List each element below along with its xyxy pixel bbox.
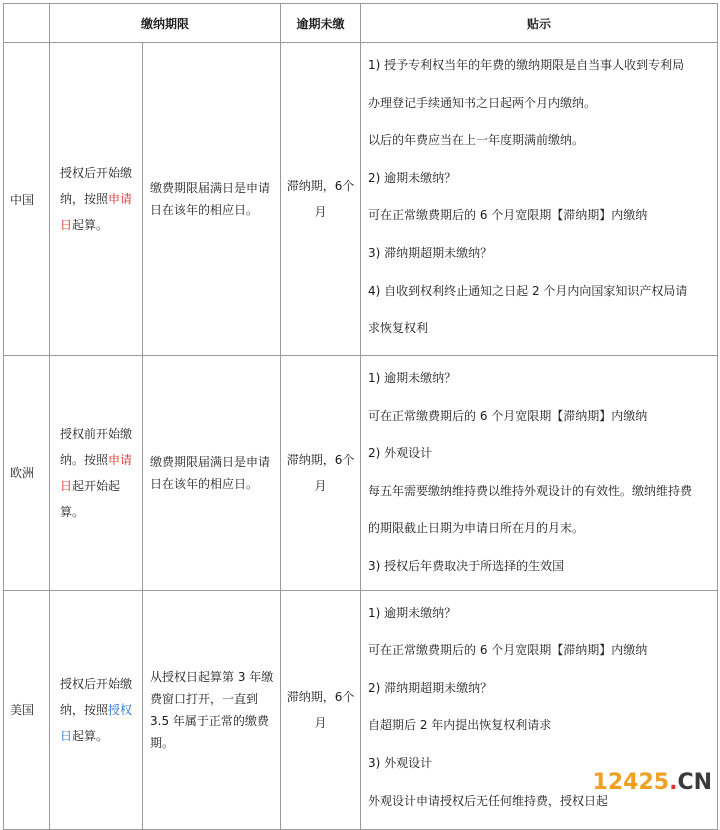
country-cell: 美国 (4, 590, 50, 829)
tip-line: 每五年需要缴纳维持费以维持外观设计的有效性。缴纳维持费 (368, 483, 693, 498)
start-highlight: 申请日 (60, 452, 133, 493)
overdue-cell: 滞纳期，6个月 (281, 356, 361, 591)
start-cell (50, 590, 143, 829)
start-text: 授权后开始缴纳，按照 (60, 166, 133, 206)
tips-cell (361, 43, 718, 356)
table-row (4, 356, 718, 591)
start-highlight: 申请日 (60, 192, 133, 232)
tip-line: 2) 外观设计 (368, 446, 433, 461)
start-suffix: 起开始起算。 (60, 478, 121, 519)
tip-line: 求恢复权利 (368, 321, 429, 336)
tip-line: 以后的年费应当在上一年度期满前缴纳。 (368, 133, 585, 148)
tip-line: 4) 自收到权利终止通知之日起 2 个月内向国家知识产权局请 (368, 283, 688, 298)
tip-line: 3) 授权后年费取决于所选择的生效国 (368, 558, 565, 573)
tip-line: 可在正常缴费期后的 6 个月宽限期【滞纳期】内缴纳 (368, 408, 648, 423)
watermark-dot: . (669, 770, 678, 795)
start-highlight: 授权日 (60, 702, 133, 743)
header-overdue: 逾期未缴 (281, 4, 361, 43)
start-suffix: 起算。 (72, 218, 109, 232)
tip-line: 3) 滞纳期超期未缴纳？ (368, 245, 493, 260)
tip-line: 办理登记手续通知书之日起两个月内缴纳。 (368, 95, 597, 110)
patent-fee-table (3, 3, 718, 830)
tip-line: 的期限截止日期为申请日所在月的月末。 (368, 521, 585, 536)
start-text: 授权前开始缴纳。按照 (60, 426, 133, 467)
tip-line: 2) 逾期未缴纳？ (368, 170, 457, 185)
header-row (4, 4, 718, 43)
table-row (4, 43, 718, 356)
tip-line: 自超期后 2 年内提出恢复权利请求 (368, 718, 552, 733)
deadline-cell: 从授权日起算第 3 年缴费窗口打开，一直到 3.5 年属于正常的缴费期。 (143, 590, 281, 829)
header-deadline: 缴纳期限 (50, 4, 281, 43)
tip-line: 1) 授予专利权当年的年费的缴纳期限是自当事人收到专利局 (368, 58, 685, 72)
site-watermark (593, 770, 712, 795)
header-country (4, 4, 50, 43)
watermark-number: 12425 (592, 770, 670, 795)
tip-line: 可在正常缴费期后的 6 个月宽限期【滞纳期】内缴纳 (368, 643, 648, 658)
header-tips: 贴示 (361, 4, 718, 43)
tip-line: 2) 滞纳期超期未缴纳？ (368, 680, 493, 695)
start-text: 授权后开始缴纳，按照 (60, 676, 133, 717)
overdue-cell: 滞纳期，6个月 (281, 590, 361, 829)
tip-line: 1) 逾期未缴纳？ (368, 371, 457, 385)
deadline-cell: 缴费期限届满日是申请日在该年的相应日。 (143, 43, 281, 356)
start-suffix: 起算。 (72, 728, 109, 743)
tips-cell (361, 356, 718, 591)
overdue-cell: 滞纳期，6个月 (281, 43, 361, 356)
watermark-domain: CN (677, 770, 712, 795)
start-cell (50, 43, 143, 356)
tip-line: 外观设计申请授权后无任何维持费，授权日起 (368, 793, 609, 808)
start-cell (50, 356, 143, 591)
country-cell: 欧洲 (4, 356, 50, 591)
tip-line: 1) 逾期未缴纳？ (368, 605, 457, 620)
country-cell: 中国 (4, 43, 50, 356)
tip-line: 可在正常缴费期后的 6 个月宽限期【滞纳期】内缴纳 (368, 208, 648, 223)
tip-line: 3) 外观设计 (368, 755, 433, 770)
deadline-cell: 缴费期限届满日是申请日在该年的相应日。 (143, 356, 281, 591)
